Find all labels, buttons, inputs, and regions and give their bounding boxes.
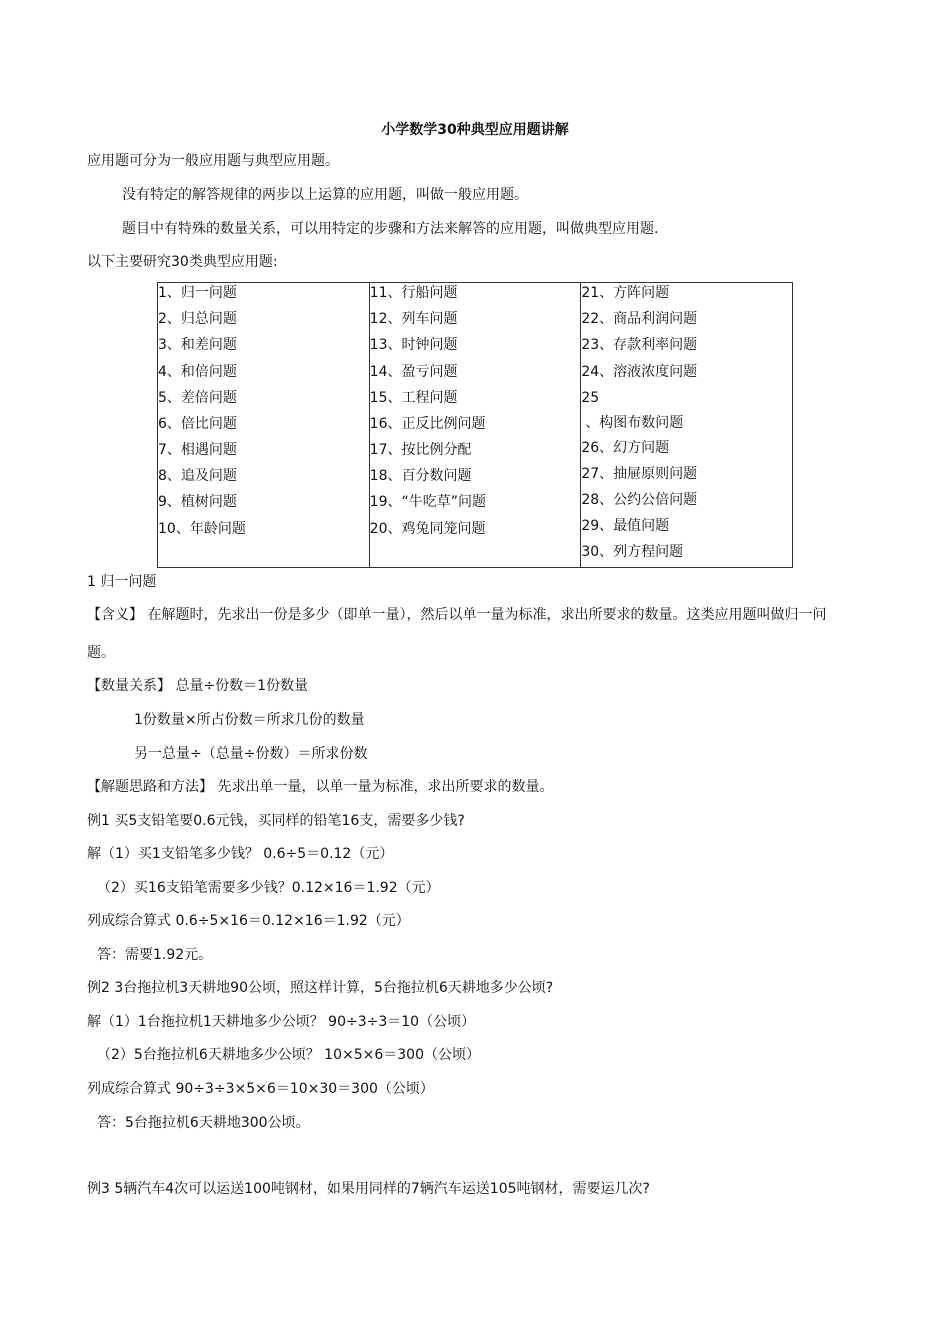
table-cell: 21、方阵问题 (581, 285, 670, 301)
example-2-step-1: 解（1）1台拖拉机1天耕地多少公顷？ 90÷3÷3＝10（公顷） (87, 1014, 476, 1030)
table-cell: 23、存款利率问题 (581, 337, 698, 353)
table-cell: 8、追及问题 (158, 468, 237, 484)
table-cell: 5、差倍问题 (158, 390, 237, 406)
table-cell: 27、抽屉原则问题 (581, 466, 698, 482)
table-cell: 30、列方程问题 (581, 544, 684, 560)
table-cell: 29、最值问题 (581, 518, 670, 534)
relation-line-3: 另一总量÷（总量÷份数）＝所求份数 (134, 746, 368, 762)
table-cell: 11、行船问题 (369, 285, 458, 301)
example-1-answer: 答：需要1.92元。 (97, 947, 213, 963)
table-cell: 24、溶液浓度问题 (581, 364, 698, 380)
table-cell: 14、盈亏问题 (369, 364, 458, 380)
table-cell: 17、按比例分配 (369, 442, 472, 458)
table-cell: 3、和差问题 (158, 337, 237, 353)
table-cell: 13、时钟问题 (369, 337, 458, 353)
table-cell: 4、和倍问题 (158, 364, 237, 380)
table-cell: 10、年龄问题 (158, 521, 246, 537)
page-title: 小学数学30种典型应用题讲解 (381, 122, 569, 138)
table-cell: 26、幻方问题 (581, 440, 670, 456)
table-cell: 7、相遇问题 (158, 442, 237, 458)
table-cell: 18、百分数问题 (369, 468, 472, 484)
table-column-1 (158, 283, 370, 568)
table-cell: 25 (581, 390, 600, 406)
section-heading: 1 归一问题 (87, 574, 157, 590)
table-cell: 2、归总问题 (158, 311, 237, 327)
table-cell: 20、鸡兔同笼问题 (369, 521, 486, 537)
intro-line-2: 没有特定的解答规律的两步以上运算的应用题，叫做一般应用题。 (122, 187, 528, 203)
table-cell: 16、正反比例问题 (369, 416, 486, 432)
example-3-question: 例3 5辆汽车4次可以运送100吨钢材，如果用同样的7辆汽车运送105吨钢材，需要运几次? (87, 1181, 650, 1197)
relation-line-1: 【数量关系】 总量÷份数＝1份数量 (87, 678, 309, 694)
table-cell: 28、公约公倍问题 (581, 492, 698, 508)
example-2-step-2: （2）5台拖拉机6天耕地多少公顷？ 10×5×6＝300（公顷） (97, 1047, 480, 1063)
table-cell: 15、工程问题 (369, 390, 458, 406)
meaning-line-1: 【含义】 在解题时，先求出一份是多少（即单一量），然后以单一量为标准，求出所要求的数量。这类应用题叫做归一问 (87, 607, 827, 623)
example-2-answer: 答：5台拖拉机6天耕地300公顷。 (97, 1115, 310, 1131)
example-1-step-2: （2）买16支铅笔需要多少钱？0.12×16＝1.92（元） (97, 880, 440, 896)
intro-line-1: 应用题可分为一般应用题与典型应用题。 (87, 153, 339, 169)
intro-line-3: 题目中有特殊的数量关系，可以用特定的步骤和方法来解答的应用题，叫做典型应用题. (122, 221, 659, 237)
table-cell: 1、归一问题 (158, 285, 237, 301)
table-cell: 9、植树问题 (158, 494, 237, 510)
intro-line-4: 以下主要研究30类典型应用题: (87, 254, 278, 270)
meaning-line-2: 题。 (87, 645, 115, 661)
table-column-3 (581, 283, 793, 568)
table-cell: 、构图布数问题 (585, 415, 684, 431)
table-column-2 (369, 283, 581, 568)
example-1-combined: 列成综合算式 0.6÷5×16＝0.12×16＝1.92（元） (87, 913, 410, 929)
method-line: 【解题思路和方法】 先求出单一量，以单一量为标准，求出所要求的数量。 (87, 779, 554, 795)
example-1-step-1: 解（1）买1支铅笔多少钱？ 0.6÷5＝0.12（元） (87, 846, 394, 862)
problem-types-table (157, 282, 793, 568)
example-2-combined: 列成综合算式 90÷3÷3×5×6＝10×30＝300（公顷） (87, 1081, 434, 1097)
example-1-question: 例1 买5支铅笔要0.6元钱，买同样的铅笔16支，需要多少钱? (87, 813, 465, 829)
table-cell: 6、倍比问题 (158, 416, 237, 432)
table-cell: 22、商品利润问题 (581, 311, 698, 327)
example-2-question: 例2 3台拖拉机3天耕地90公顷，照这样计算，5台拖拉机6天耕地多少公顷? (87, 980, 554, 996)
relation-line-2: 1份数量×所占份数＝所求几份的数量 (134, 712, 365, 728)
table-cell: 12、列车问题 (369, 311, 458, 327)
table-cell: 19、“牛吃草”问题 (369, 494, 486, 510)
